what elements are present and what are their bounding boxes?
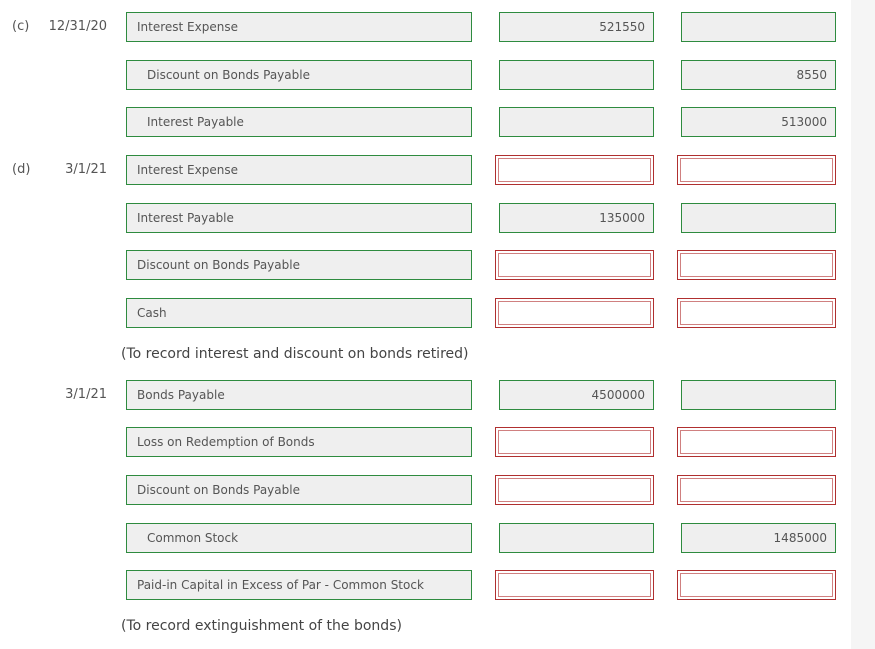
debit-field[interactable]: [499, 523, 654, 553]
debit-field[interactable]: [495, 155, 654, 185]
credit-field[interactable]: [677, 570, 836, 600]
debit-field[interactable]: [495, 427, 654, 457]
account-field[interactable]: Discount on Bonds Payable: [126, 60, 472, 90]
account-field[interactable]: Interest Payable: [126, 203, 472, 233]
entry-date: 12/31/20: [48, 19, 107, 34]
account-field[interactable]: Bonds Payable: [126, 380, 472, 410]
account-field[interactable]: Paid-in Capital in Excess of Par - Common Stock: [126, 570, 472, 600]
credit-field[interactable]: [681, 380, 836, 410]
credit-field[interactable]: [681, 12, 836, 42]
account-field[interactable]: Common Stock: [126, 523, 472, 553]
page-scroll-gutter: [851, 0, 875, 649]
entry-date: 3/1/21: [65, 162, 107, 177]
entry-explanation: (To record extinguishment of the bonds): [121, 618, 402, 634]
debit-field[interactable]: [495, 475, 654, 505]
debit-field[interactable]: [495, 570, 654, 600]
debit-field[interactable]: [499, 60, 654, 90]
debit-field[interactable]: 4500000: [499, 380, 654, 410]
credit-field[interactable]: 1485000: [681, 523, 836, 553]
part-d-label: (d): [12, 162, 31, 177]
part-c-label: (c): [12, 19, 30, 34]
credit-field[interactable]: [677, 475, 836, 505]
entry-explanation: (To record interest and discount on bonds retired): [121, 346, 469, 362]
credit-field[interactable]: [677, 155, 836, 185]
account-field[interactable]: Cash: [126, 298, 472, 328]
account-field[interactable]: Interest Expense: [126, 155, 472, 185]
account-field[interactable]: Loss on Redemption of Bonds: [126, 427, 472, 457]
credit-field[interactable]: [677, 298, 836, 328]
entry-date: 3/1/21: [65, 387, 107, 402]
account-field[interactable]: Interest Expense: [126, 12, 472, 42]
credit-field[interactable]: 8550: [681, 60, 836, 90]
credit-field[interactable]: [677, 427, 836, 457]
credit-field[interactable]: [681, 203, 836, 233]
debit-field[interactable]: 135000: [499, 203, 654, 233]
credit-field[interactable]: 513000: [681, 107, 836, 137]
debit-field[interactable]: 521550: [499, 12, 654, 42]
account-field[interactable]: Discount on Bonds Payable: [126, 250, 472, 280]
debit-field[interactable]: [495, 250, 654, 280]
debit-field[interactable]: [499, 107, 654, 137]
account-field[interactable]: Discount on Bonds Payable: [126, 475, 472, 505]
debit-field[interactable]: [495, 298, 654, 328]
credit-field[interactable]: [677, 250, 836, 280]
account-field[interactable]: Interest Payable: [126, 107, 472, 137]
